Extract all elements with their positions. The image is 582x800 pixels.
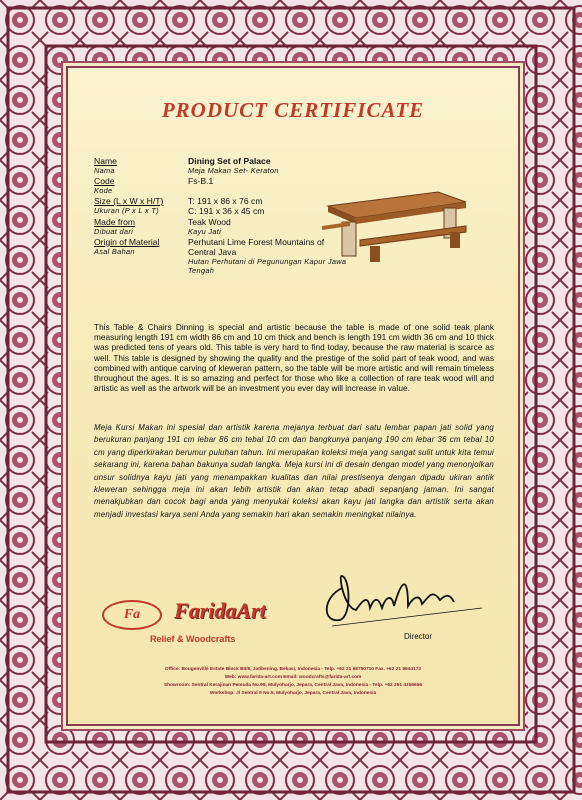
logo-name: FaridaArt (174, 598, 266, 623)
footer-contacts (88, 666, 498, 698)
director-signature (312, 568, 492, 628)
spec-label-local: Kode (94, 186, 113, 195)
spec-label: Code (94, 176, 115, 186)
spec-value-local: Kayu Jati (188, 227, 222, 236)
description-english: This Table & Chairs Dinning is special and artistic because the table is made of one solid teak plank measuring length 191 cm width 86 cm and 10 cm thick and bench is length 191 cm width 36 cm and 10 thick was predicted tens of years old. This table is very hard to find today, because the raw material is scarce as well. This table is designed by showing the quality and the prestige of the solid part of teak wood, and was combined with antique carving of kleweran pattern, so the table will be more artistic and will remain timeless throughout the ages. It is so amazing and perfect for those who like a collection of rare teak wood will and artistic as well as the artwork will be an investment you ever day will increase in value. (94, 322, 494, 394)
footer-line: Showroom: Sentral Kerajinan Pemuda No.99, Mulyoharjo, Jepara, Central Java, Indonesia - Telp. +62 291 4255656 (163, 683, 423, 688)
spec-label-local: Dibuat dari (94, 227, 134, 236)
footer-line: Workshop: Jl Sentral II No.5, Mulyoharjo, Jepara, Central Java, Indonesia (209, 691, 377, 696)
spec-label: Made from (94, 217, 136, 227)
spec-row-code (94, 176, 354, 195)
spec-row-material (94, 217, 354, 236)
spec-label: Name (94, 156, 117, 166)
spec-value: Teak Wood (188, 217, 231, 227)
dining-set-image (320, 186, 470, 266)
spec-label-local: Nama (94, 166, 115, 175)
footer-line: Web: www.farida-art.com Email: woodcrafts@farida-art.com (224, 675, 362, 680)
spec-row-origin (94, 237, 354, 275)
spec-row-size (94, 196, 354, 216)
spec-label: Origin of Material (94, 237, 160, 247)
certificate-title: PRODUCT CERTIFICATE (161, 98, 425, 122)
company-logo (102, 590, 282, 650)
spec-value-local: Meja Makan Set- Keraton (188, 166, 279, 175)
footer-line: Office: Bougenville Estate Block BII/8, Jatibening, Bekasi, Indonesia - Telp. +62 21 68750710 Fax. +62 21 8644172 (164, 667, 422, 672)
logo-badge: Fa (102, 600, 162, 630)
spec-value: Perhutani Lime Forest Mountains of Central Java (188, 237, 325, 257)
specs-list (94, 156, 354, 276)
description-indonesian: Meja Kursi Makan ini spesial dan artistik karena mejanya terbuat dari satu lembar papan jati solid yang berukuran panjang 191 cm lebar 86 cm tebal 10 cm dan bangkunya panjang 190 cm lebar 36 cm tebal 10 cm yang diperkirakan berumur puluhan tahun. Ini merupakan koleksi meja yang sangat sulit untuk kita temui sekarang ini, karena bahan bakunya sudah langka. Meja kursi ini di desain dengan model yang menonjolkan unsur solidnya kayu jati yang menampakkan kualitas dan nilai prestisenya dengan dipadu ukiran antik kleweran sehingga meja ini akan lebih artistik dan akan tetap abadi sepanjang jaman. Ini sangat menakjubkan dan cocok bagi anda yang menyukai koleksi akan kayu jati langka dan artistik serta akan menjadi investasi karya seni Anda yang semakin hari akan semakin meningkat nilainya. (94, 423, 494, 519)
spec-row-name (94, 156, 354, 175)
spec-value-2: C: 191 x 36 x 45 cm (188, 206, 265, 216)
logo-tagline: Relief & Woodcrafts (150, 634, 236, 644)
spec-value-local: Hutan Perhutani di Pegunungan Kapur Jawa Tengah (188, 257, 347, 275)
spec-label: Size (L x W x H/T) (94, 196, 164, 206)
director-label: Director (404, 632, 433, 641)
spec-value: Fs-B.1 (188, 176, 214, 186)
certificate-body (66, 66, 520, 726)
spec-value: Dining Set of Palace (188, 156, 271, 166)
spec-label-local: Ukuran (P x L x T) (94, 206, 159, 215)
spec-label-local: Asal Bahan (94, 247, 135, 256)
spec-value: T: 191 x 86 x 76 cm (188, 196, 263, 206)
